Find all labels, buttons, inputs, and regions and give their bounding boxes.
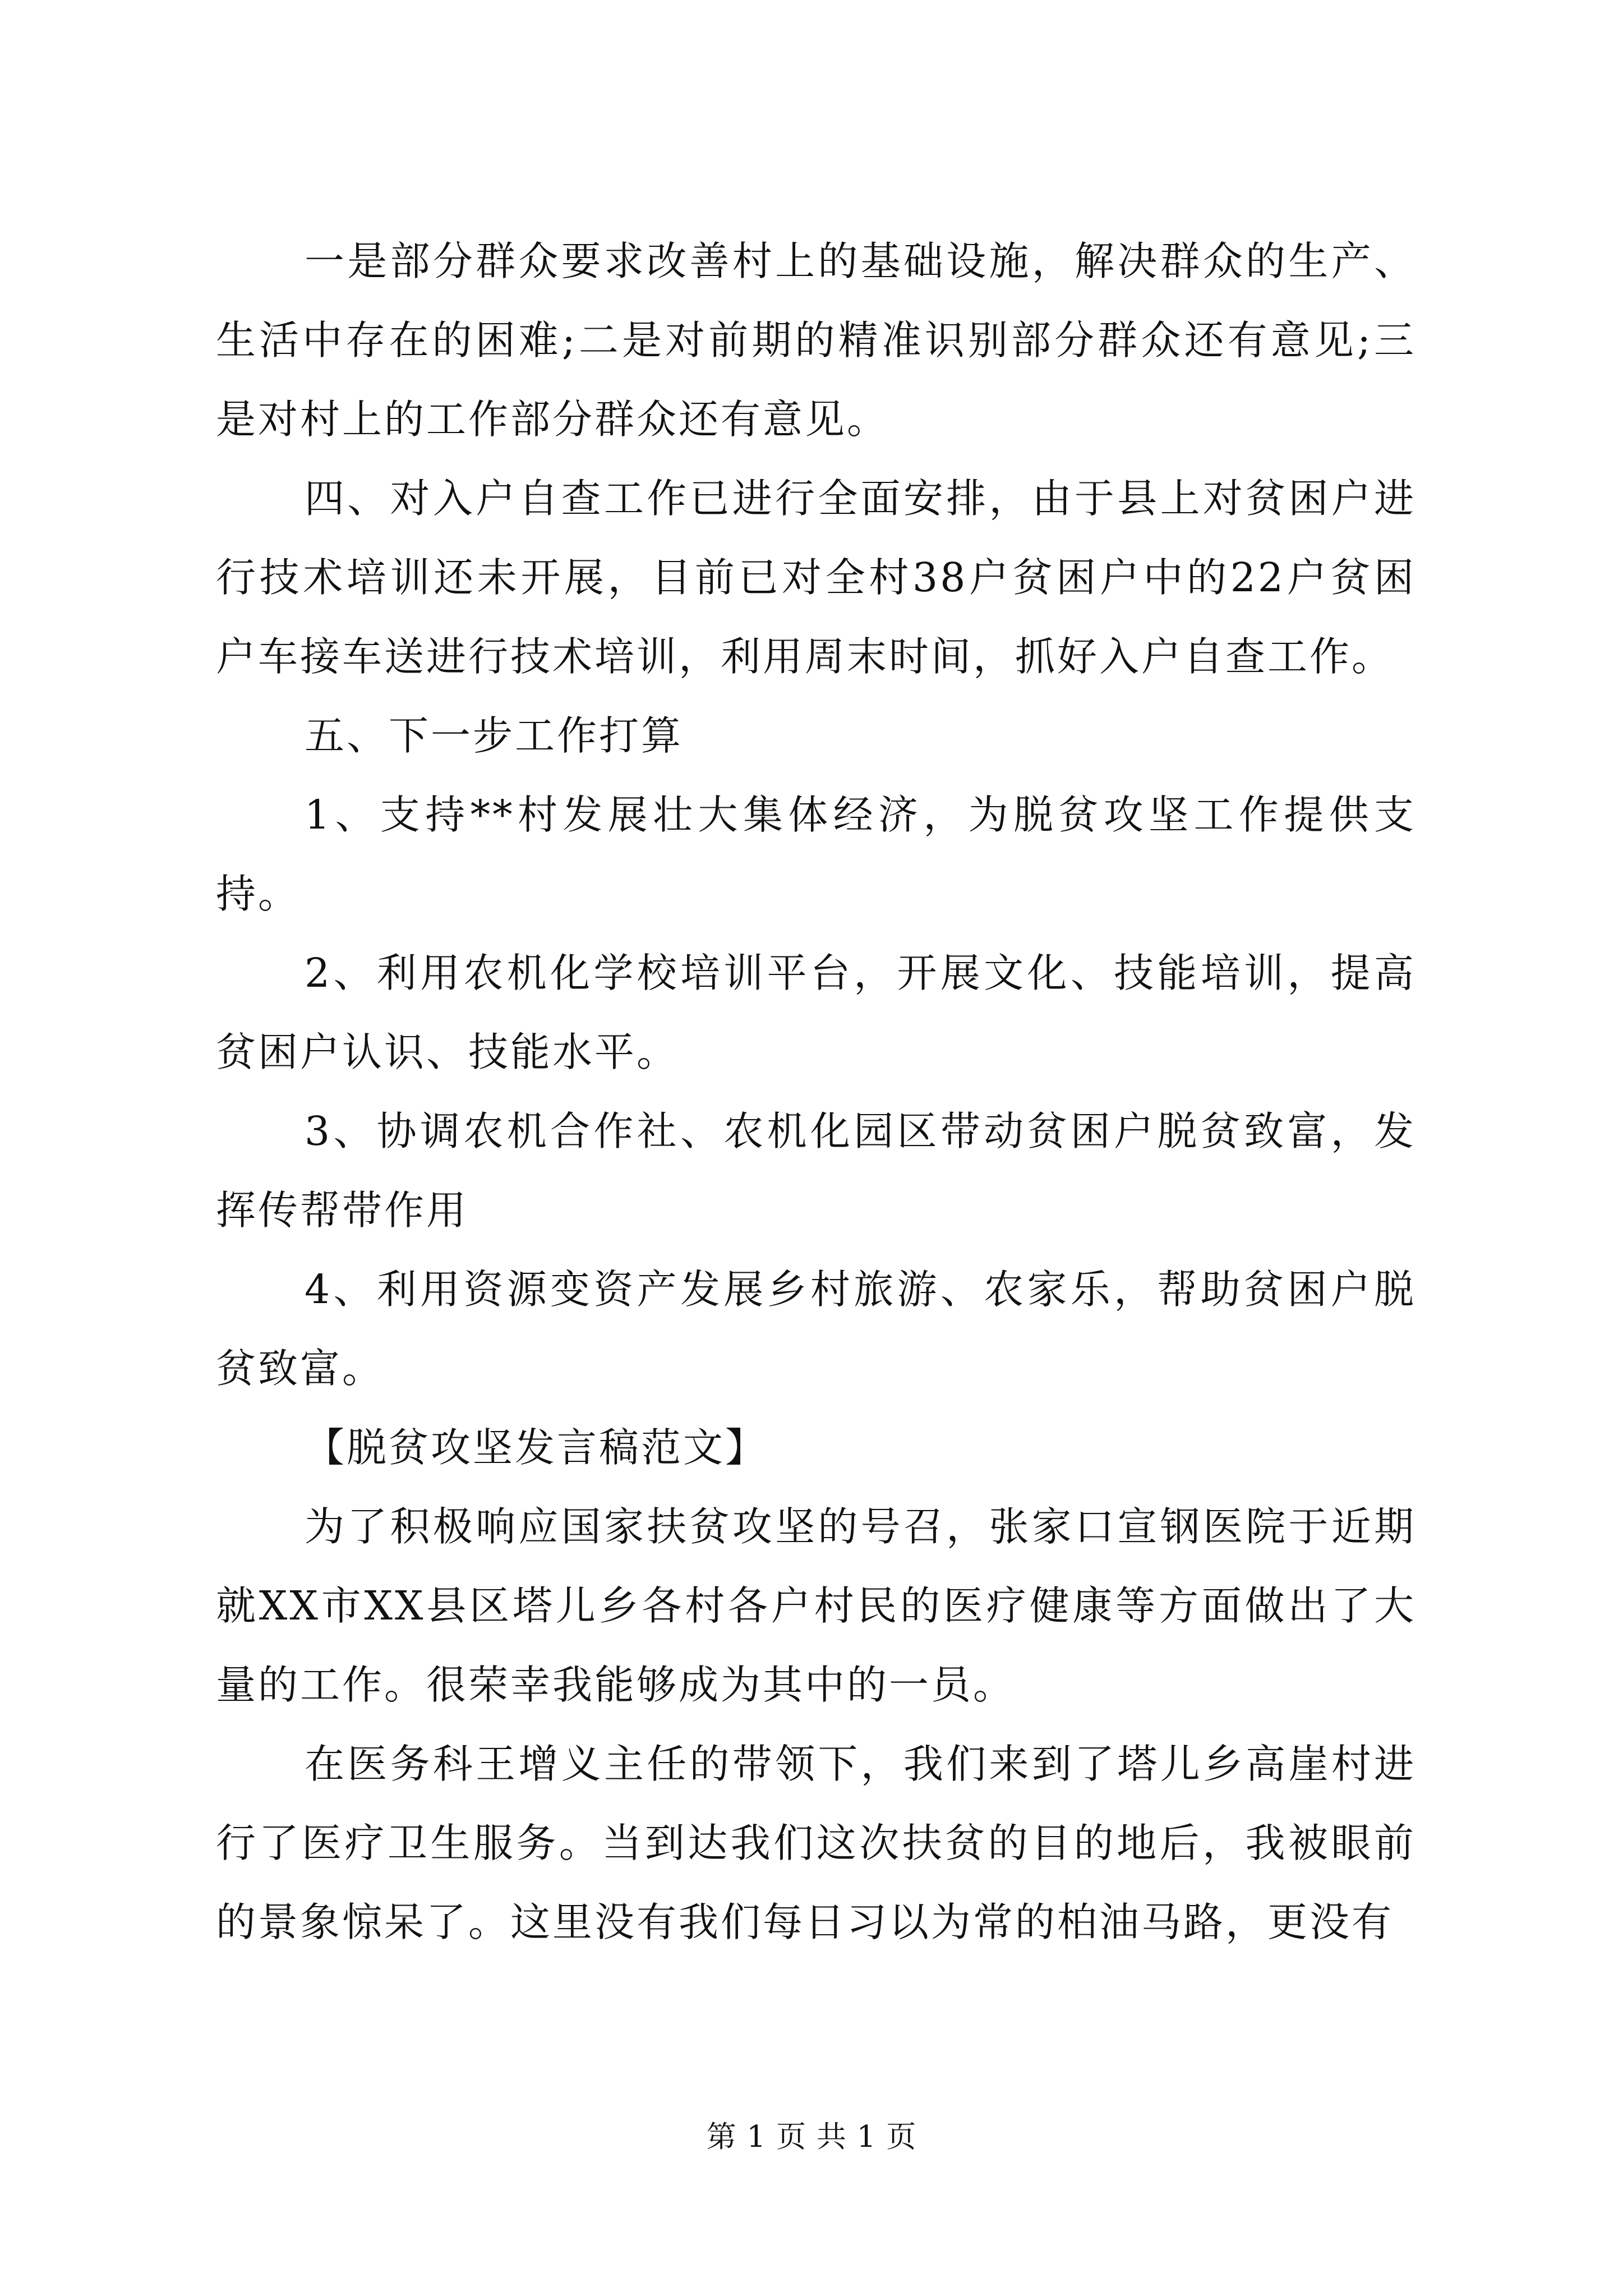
paragraph-speech-intro: 为了积极响应国家扶贫攻坚的号召，张家口宣钢医院于近期就XX市XX县区塔儿乡各村各户村民的医疗健康等方面做出了大量的工作。很荣幸我能够成为其中的一员。	[216, 1503, 1416, 1708]
paragraph-step-2: 2、利用农机化学校培训平台，开展文化、技能培训，提高贫困户认识、技能水平。	[216, 950, 1416, 1075]
paragraph-self-check: 四、对入户自查工作已进行全面安排，由于县上对贫困户进行技术培训还未开展，目前已对全村38户贫困户中的22户贫困户车接车送进行技术培训，利用周末时间，抓好入户自查工作。	[216, 475, 1416, 680]
paragraph-step-1: 1、支持**村发展壮大集体经济，为脱贫攻坚工作提供支持。	[216, 792, 1416, 917]
paragraph-problems: 一是部分群众要求改善村上的基础设施，解决群众的生产、生活中存在的困难;二是对前期的精准识别部分群众还有意见;三是对村上的工作部分群众还有意见。	[216, 238, 1416, 443]
paragraph-step-3: 3、协调农机合作社、农机化园区带动贫困户脱贫致富，发挥传帮带作用	[216, 1108, 1416, 1234]
paragraph-next-steps-heading: 五、下一步工作打算	[305, 712, 684, 759]
section-heading-speech: 【脱贫攻坚发言稿范文】	[305, 1424, 768, 1471]
paragraph-speech-visit: 在医务科王增义主任的带领下，我们来到了塔儿乡高崖村进行了医疗卫生服务。当到达我们这次扶贫的目的地后，我被眼前的景象惊呆了。这里没有我们每日习以为常的柏油马路，更没有	[216, 1741, 1416, 1945]
document-body	[216, 222, 1416, 1962]
paragraph-step-4: 4、利用资源变资产发展乡村旅游、农家乐，帮助贫困户脱贫致富。	[216, 1266, 1416, 1392]
page-footer: 第 1 页 共 1 页	[706, 2120, 917, 2154]
